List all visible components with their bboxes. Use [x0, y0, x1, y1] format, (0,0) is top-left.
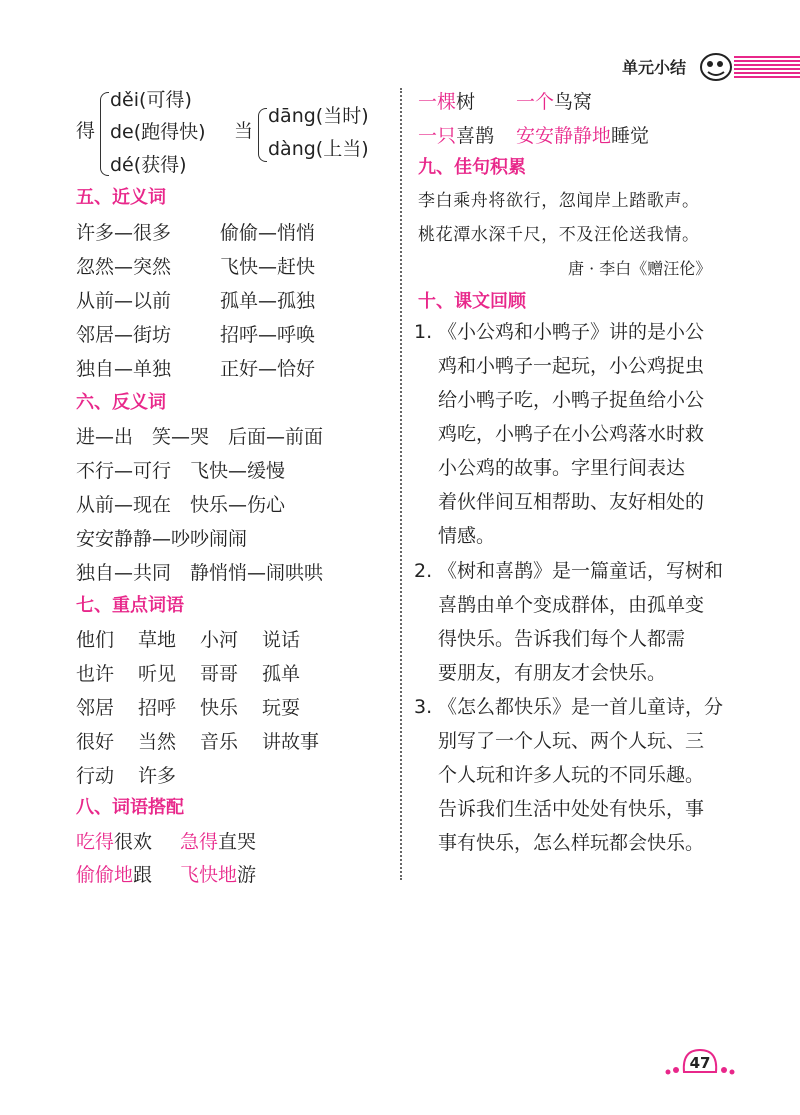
collocation-modifier: 一个	[516, 91, 555, 113]
word: 玩耍	[262, 697, 301, 719]
polyphone-char: 当	[234, 120, 254, 142]
synonym-pair: 孤单—孤独	[220, 290, 316, 312]
collocation	[418, 90, 475, 114]
collocation-modifier: 飞快地	[180, 864, 238, 886]
poem-line: 桃花潭水深千尺，不及汪伦送我情。	[418, 225, 700, 245]
collocation-modifier: 一只	[418, 125, 457, 147]
polyphone-reading: dé(获得)	[110, 154, 187, 176]
collocation-head: 很欢	[114, 831, 153, 853]
synonym-pair: 邻居—街坊	[76, 324, 172, 346]
collocation-head: 鸟窝	[554, 91, 593, 113]
synonym-pair: 从前—以前	[76, 290, 172, 312]
section-9-title: 九、佳句积累	[418, 157, 526, 178]
polyphone-char: 得	[76, 120, 96, 142]
collocation-modifier: 偷偷地	[76, 864, 134, 886]
synonym-pair: 忽然—突然	[76, 256, 172, 278]
brace	[258, 108, 267, 162]
word: 哥哥	[200, 663, 239, 685]
word: 他们	[76, 629, 115, 651]
page-number-badge	[660, 1042, 740, 1082]
collocation	[76, 830, 152, 854]
section-7-title: 七、重点词语	[76, 595, 184, 616]
word: 也许	[76, 663, 115, 685]
collocation	[180, 830, 256, 854]
text-line: 告诉我们生活中处处有快乐，事	[438, 798, 705, 820]
column-divider	[400, 88, 402, 880]
word: 小河	[200, 629, 239, 651]
section-10-title: 十、课文回顾	[418, 291, 526, 312]
text-line: 得快乐。告诉我们每个人都需	[438, 628, 686, 650]
item-number: 3.	[414, 696, 433, 718]
section-6-title: 六、反义词	[76, 392, 166, 413]
text-line: 鸡吃，小鸭子在小公鸡落水时救	[438, 423, 705, 445]
text-line: 《怎么都快乐》是一首儿童诗，分	[438, 696, 724, 718]
word: 草地	[138, 629, 177, 651]
collocation-modifier: 急得	[180, 831, 219, 853]
word: 招呼	[138, 697, 177, 719]
collocation-modifier: 吃得	[76, 831, 115, 853]
collocation	[516, 124, 649, 148]
text-line: 着伙伴间互相帮助、友好相处的	[438, 491, 705, 513]
word: 孤单	[262, 663, 301, 685]
antonym-row: 不行—可行 飞快—缓慢	[76, 460, 286, 482]
word: 说话	[262, 629, 301, 651]
text-line: 给小鸭子吃，小鸭子捉鱼给小公	[438, 389, 705, 411]
collocation-modifier: 安安静静地	[516, 125, 612, 147]
word: 许多	[138, 765, 177, 787]
collocation-head: 睡觉	[611, 125, 650, 147]
collocation-head: 直哭	[218, 831, 257, 853]
polyphone-reading: děi(可得)	[110, 89, 192, 111]
antonym-row: 从前—现在 快乐—伤心	[76, 494, 286, 516]
text-line: 小公鸡的故事。字里行间表达	[438, 457, 686, 479]
text-line: 喜鹊由单个变成群体，由孤单变	[438, 594, 705, 616]
collocation-head: 跟	[133, 864, 153, 886]
text-line: 《小公鸡和小鸭子》讲的是小公	[438, 321, 705, 343]
synonym-pair: 招呼—呼唤	[220, 324, 316, 346]
antonym-row: 独自—共同 静悄悄—闹哄哄	[76, 562, 324, 584]
text-line: 别写了一个人玩、两个人玩、三	[438, 730, 705, 752]
brace	[100, 92, 109, 176]
poem-line: 李白乘舟将欲行，忽闻岸上踏歌声。	[418, 191, 700, 211]
item-number: 2.	[414, 560, 433, 582]
synonym-pair: 飞快—赶快	[220, 256, 316, 278]
word: 听见	[138, 663, 177, 685]
antonym-row: 进—出 笑—哭 后面—前面	[76, 426, 324, 448]
text-line: 《树和喜鹊》是一篇童话，写树和	[438, 560, 724, 582]
collocation-head: 喜鹊	[456, 125, 495, 147]
collocation-modifier: 一棵	[418, 91, 457, 113]
synonym-pair: 正好—恰好	[220, 358, 316, 380]
polyphone-reading: de(跑得快)	[110, 121, 206, 143]
item-text	[438, 315, 704, 553]
word: 很好	[76, 731, 115, 753]
collocation	[516, 90, 592, 114]
synonym-pair: 许多—很多	[76, 222, 172, 244]
section-5-title: 五、近义词	[76, 187, 166, 208]
header-banner	[610, 52, 800, 82]
collocation-head: 树	[456, 91, 476, 113]
polyphone-reading: dāng(当时)	[268, 105, 369, 127]
item-number: 1.	[414, 321, 433, 343]
poem-source: 唐 · 李白《赠汪伦》	[568, 259, 712, 278]
text-line: 鸡和小鸭子一起玩，小公鸡捉虫	[438, 355, 705, 377]
collocation-head: 游	[237, 864, 257, 886]
item-text	[438, 554, 723, 690]
word: 行动	[76, 765, 115, 787]
polyphone-reading: dàng(上当)	[268, 138, 369, 160]
antonym-row: 安安静静—吵吵闹闹	[76, 528, 248, 550]
collocation	[418, 124, 494, 148]
cartoon-face-icon	[698, 52, 734, 82]
collocation	[180, 863, 256, 887]
header-title: 单元小结	[622, 58, 687, 77]
collocation	[76, 863, 152, 887]
word: 讲故事	[262, 731, 320, 753]
word: 当然	[138, 731, 177, 753]
header-stripes	[734, 56, 800, 78]
text-line: 要朋友，有朋友才会快乐。	[438, 662, 667, 684]
text-line: 事有快乐，怎么样玩都会快乐。	[438, 832, 705, 854]
synonym-pair: 偷偷—悄悄	[220, 222, 316, 244]
word: 音乐	[200, 731, 239, 753]
word: 邻居	[76, 697, 115, 719]
text-line: 情感。	[438, 525, 496, 547]
page-number: 47	[689, 1054, 711, 1072]
text-line: 个人玩和许多人玩的不同乐趣。	[438, 764, 705, 786]
word: 快乐	[200, 697, 239, 719]
section-8-title: 八、词语搭配	[76, 797, 184, 818]
item-text	[438, 690, 723, 860]
synonym-pair: 独自—单独	[76, 358, 172, 380]
